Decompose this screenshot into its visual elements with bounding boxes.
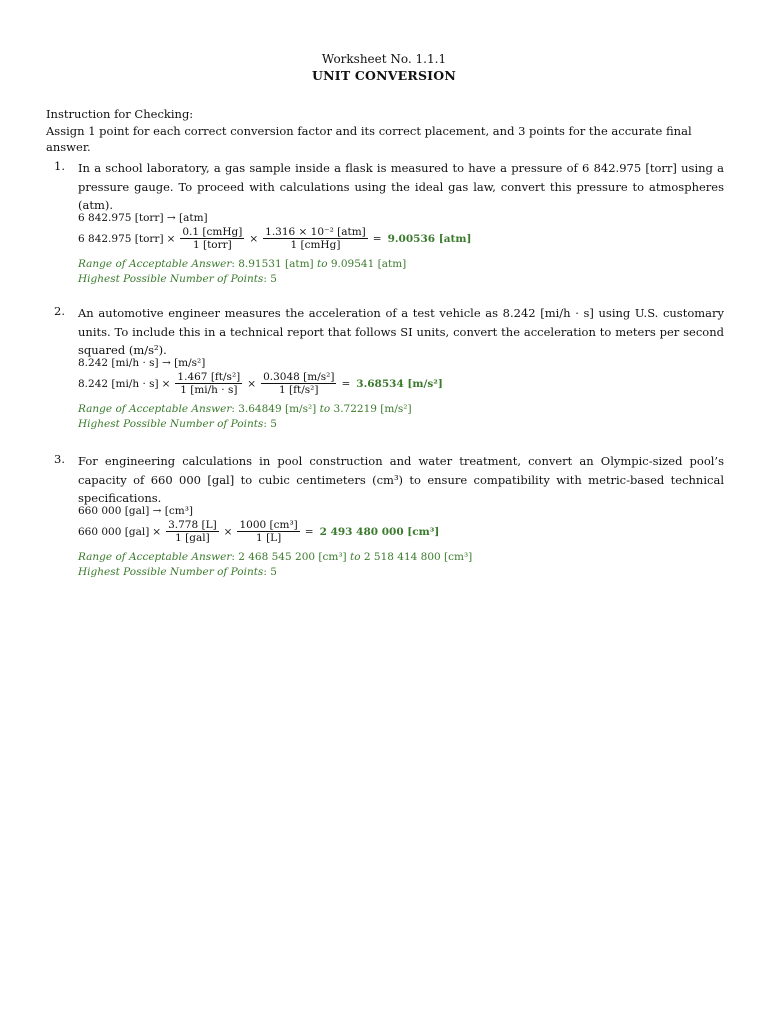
problem-number: 3. xyxy=(54,452,65,466)
factor-numerator: 0.1 [cmHg] xyxy=(182,226,243,238)
range-label: Range of Acceptable Answer xyxy=(78,403,232,415)
factor-numerator: 1000 [cm³] xyxy=(239,519,298,531)
points-value: 5 xyxy=(270,273,277,285)
conversion-setup: 6 842.975 [torr] → [atm] xyxy=(78,212,208,224)
points-label: Highest Possible Number of Points xyxy=(78,566,264,578)
equals-sign: = xyxy=(372,232,382,245)
conversion-equation xyxy=(78,226,471,251)
conversion-factor xyxy=(180,226,244,251)
problem-text: In a school laboratory, a gas sample inside a flask is measured to have a pressure of 6 842.975 [torr] using a pressure gauge. To proceed with calculations using the ideal gas law, convert this pressure to atmospheres (atm). xyxy=(78,161,724,212)
final-answer: 9.00536 [atm] xyxy=(387,232,472,245)
factor-denominator: 1 [gal] xyxy=(175,532,210,544)
conversion-equation xyxy=(78,519,439,544)
range-high: 9.09541 [atm] xyxy=(330,258,407,270)
points-value: 5 xyxy=(270,566,277,578)
problem-number: 2. xyxy=(54,304,65,318)
factor-denominator: 1 [mi/h · s] xyxy=(180,384,238,396)
factor-denominator: 1 [ft/s²] xyxy=(279,384,319,396)
range-to: to xyxy=(316,258,328,270)
conversion-factor xyxy=(237,519,299,544)
final-answer: 2 493 480 000 [cm³] xyxy=(319,525,440,538)
worksheet-number: Worksheet No. 1.1.1 xyxy=(321,52,447,66)
factor-numerator: 1.467 [ft/s²] xyxy=(177,371,241,383)
range-to: to xyxy=(349,551,361,563)
problem-text: An automotive engineer measures the acceleration of a test vehicle as 8.242 [mi/h · s] using U.S. customary units. To include this in a technical report that follows SI units, convert the acceleration to meters per second squared (m/s²). xyxy=(78,306,724,357)
factor-denominator: 1 [L] xyxy=(256,532,282,544)
start-value: 8.242 [mi/h · s] xyxy=(78,377,159,390)
final-answer: 3.68534 [m/s²] xyxy=(356,377,443,390)
range-low: 8.91531 [atm] xyxy=(238,258,314,270)
factor-denominator: 1 [cmHg] xyxy=(290,239,341,251)
problem-number: 1. xyxy=(54,159,65,173)
times-sign: × xyxy=(249,232,259,245)
conversion-equation xyxy=(78,371,443,396)
points-label: Highest Possible Number of Points xyxy=(78,273,264,285)
acceptable-range: Range of Acceptable Answer: 3.64849 [m/s²] to 3.72219 [m/s²] xyxy=(78,403,412,415)
equals-sign: = xyxy=(341,377,351,390)
points-value: 5 xyxy=(270,418,277,430)
times-sign: × xyxy=(166,232,176,245)
conversion-setup: 660 000 [gal] → [cm³] xyxy=(78,505,194,517)
max-points: Highest Possible Number of Points: 5 xyxy=(78,566,277,578)
times-sign: × xyxy=(152,525,162,538)
conversion-factor xyxy=(175,371,242,396)
acceptable-range: Range of Acceptable Answer: 8.91531 [atm] to 9.09541 [atm] xyxy=(78,258,407,270)
range-label: Range of Acceptable Answer xyxy=(78,258,232,270)
range-low: 2 468 545 200 [cm³] xyxy=(238,551,347,563)
factor-denominator: 1 [torr] xyxy=(192,239,232,251)
points-label: Highest Possible Number of Points xyxy=(78,418,264,430)
times-sign: × xyxy=(223,525,233,538)
factor-numerator: 3.778 [L] xyxy=(168,519,217,531)
problem-text: For engineering calculations in pool construction and water treatment, convert an Olympic-sized pool’s capacity of 660 000 [gal] to cubic centimeters (cm³) to ensure compatibility with metric-based technical specifications. xyxy=(78,454,724,505)
conversion-factor xyxy=(166,519,219,544)
conversion-factor xyxy=(263,226,368,251)
max-points: Highest Possible Number of Points: 5 xyxy=(78,273,277,285)
start-value: 6 842.975 [torr] xyxy=(78,232,164,245)
instructions-body: Assign 1 point for each correct conversion factor and its correct placement, and 3 points for the accurate final answer. xyxy=(46,124,692,154)
instructions-heading: Instruction for Checking: xyxy=(46,107,194,121)
worksheet-title: UNIT CONVERSION xyxy=(312,68,456,83)
equals-sign: = xyxy=(304,525,314,538)
range-high: 2 518 414 800 [cm³] xyxy=(363,551,473,563)
range-high: 3.72219 [m/s²] xyxy=(333,403,412,415)
range-to: to xyxy=(319,403,331,415)
times-sign: × xyxy=(161,377,171,390)
conversion-factor xyxy=(261,371,336,396)
factor-numerator: 1.316 × 10⁻² [atm] xyxy=(265,226,366,238)
times-sign: × xyxy=(247,377,257,390)
range-label: Range of Acceptable Answer xyxy=(78,551,232,563)
acceptable-range: Range of Acceptable Answer: 2 468 545 200 [cm³] to 2 518 414 800 [cm³] xyxy=(78,551,473,563)
range-low: 3.64849 [m/s²] xyxy=(238,403,317,415)
factor-numerator: 0.3048 [m/s²] xyxy=(263,371,335,383)
start-value: 660 000 [gal] xyxy=(78,525,150,538)
conversion-setup: 8.242 [mi/h · s] → [m/s²] xyxy=(78,357,206,369)
max-points: Highest Possible Number of Points: 5 xyxy=(78,418,277,430)
